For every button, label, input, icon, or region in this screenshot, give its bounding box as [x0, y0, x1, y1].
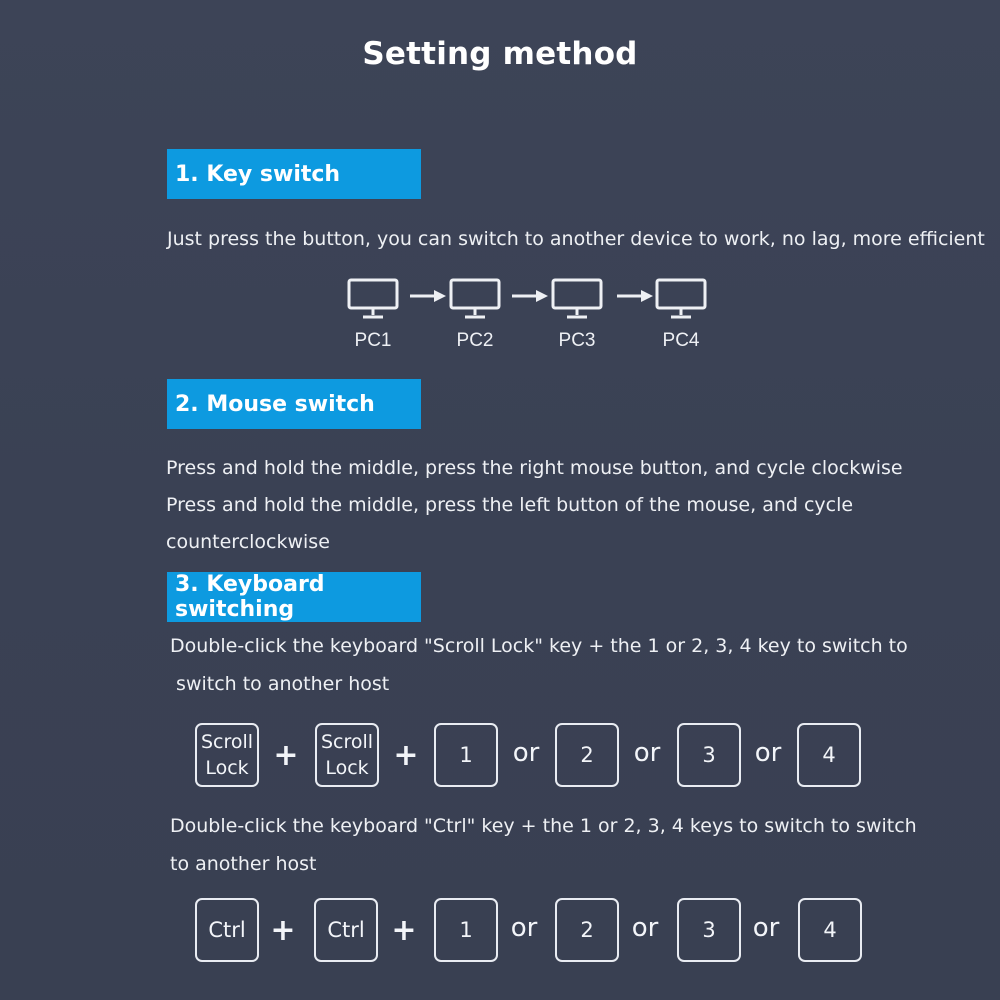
keyboard-scroll-line: switch to another host	[170, 673, 390, 695]
monitor-icon	[449, 278, 501, 320]
or-label: or	[752, 913, 780, 943]
pc-switch-diagram	[340, 278, 740, 358]
or-label: or	[633, 738, 661, 768]
keyboard-scroll-line: Double-click the keyboard "Scroll Lock" key + the 1 or 2, 3, 4 key to switch to	[170, 635, 908, 657]
pc-label: PC1	[354, 330, 392, 351]
pc-item	[340, 278, 406, 352]
mouse-switch-line: Press and hold the middle, press the left button of the mouse, and cycle	[166, 494, 854, 516]
ctrl-key: Ctrl	[314, 898, 378, 962]
section-heading-mouse-switch: 2. Mouse switch	[167, 379, 421, 429]
monitor-icon	[551, 278, 603, 320]
or-label: or	[631, 913, 659, 943]
pc-item	[442, 278, 508, 352]
number-key-1: 1	[434, 898, 498, 962]
number-key-4: 4	[798, 898, 862, 962]
or-label: or	[510, 913, 538, 943]
keyboard-ctrl-line: to another host	[170, 853, 317, 875]
key-label: Lock	[325, 757, 369, 779]
pc-label: PC3	[558, 330, 596, 351]
pc-item	[648, 278, 714, 352]
section-heading-key-switch: 1. Key switch	[167, 149, 421, 199]
or-label: or	[754, 738, 782, 768]
number-key-2: 2	[555, 723, 619, 787]
plus-sign: +	[393, 738, 419, 773]
mouse-switch-line: counterclockwise	[166, 531, 330, 553]
number-key-3: 3	[677, 898, 741, 962]
pc-label: PC2	[456, 330, 494, 351]
key-label: Scroll	[320, 731, 374, 753]
mouse-switch-line: Press and hold the middle, press the right mouse button, and cycle clockwise	[166, 457, 903, 479]
plus-sign: +	[270, 913, 296, 948]
arrow-right-icon	[512, 290, 548, 302]
page-title: Setting method	[362, 36, 638, 72]
scroll-lock-key	[195, 723, 259, 787]
pc-label: PC4	[662, 330, 700, 351]
key-label: Scroll	[200, 731, 254, 753]
plus-sign: +	[391, 913, 417, 948]
key-switch-description: Just press the button, you can switch to another device to work, no lag, more efficient	[167, 228, 985, 250]
plus-sign: +	[273, 738, 299, 773]
arrow-right-icon	[410, 290, 446, 302]
number-key-4: 4	[797, 723, 861, 787]
monitor-icon	[347, 278, 399, 320]
ctrl-key: Ctrl	[195, 898, 259, 962]
or-label: or	[512, 738, 540, 768]
section-heading-keyboard-switching: 3. Keyboard switching	[167, 572, 421, 622]
monitor-icon	[655, 278, 707, 320]
number-key-2: 2	[555, 898, 619, 962]
number-key-3: 3	[677, 723, 741, 787]
key-label: Lock	[205, 757, 249, 779]
number-key-1: 1	[434, 723, 498, 787]
pc-item	[544, 278, 610, 352]
scroll-lock-key	[315, 723, 379, 787]
keyboard-ctrl-line: Double-click the keyboard "Ctrl" key + the 1 or 2, 3, 4 keys to switch to switch	[170, 815, 917, 837]
